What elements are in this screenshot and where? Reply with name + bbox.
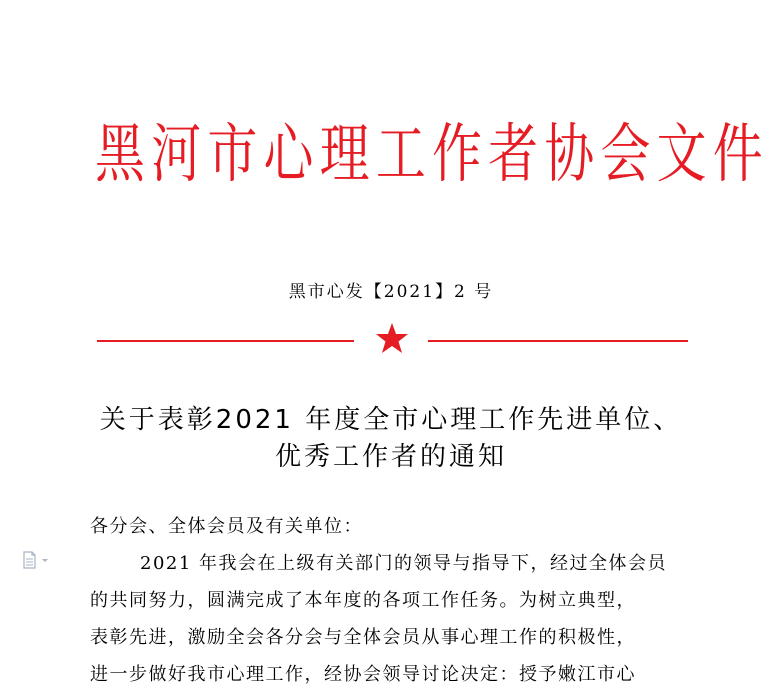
body-paragraph-line: 进一步做好我市心理工作，经协会领导讨论决定：授予嫩江市心	[90, 664, 636, 685]
red-rule-right	[428, 340, 688, 342]
document-number: 黑市心发【2021】2 号	[288, 282, 494, 302]
red-rule-left	[97, 340, 354, 342]
masthead-text: 黑河市心理工作者协会文件	[95, 118, 769, 192]
masthead-title	[0, 115, 782, 195]
document-title-line-1: 关于表彰2021 年度全市心理工作先进单位、	[99, 405, 683, 435]
document-options-icon[interactable]	[22, 551, 52, 569]
body-paragraph-line: 的共同努力，圆满完成了本年度的各项工作任务。为树立典型，	[90, 590, 636, 611]
star-icon	[375, 322, 409, 354]
body-paragraph-line: 2021 年我会在上级有关部门的领导与指导下，经过全体会员	[140, 553, 668, 574]
document-title-line-2: 优秀工作者的通知	[274, 442, 507, 472]
salutation: 各分会、全体会员及有关单位：	[90, 516, 363, 537]
body-paragraph-line: 表彰先进，激励全会各分会与全体会员从事心理工作的积极性，	[90, 627, 636, 648]
